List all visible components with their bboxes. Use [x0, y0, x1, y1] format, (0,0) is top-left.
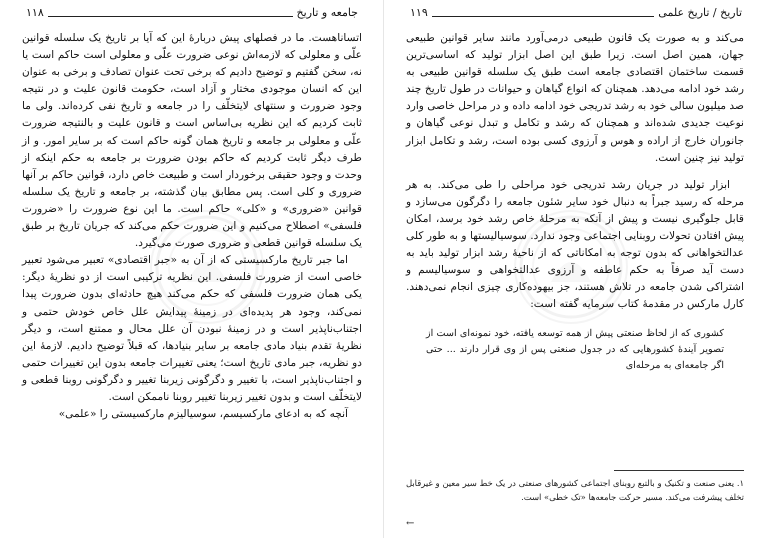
page-number: ۱۱۹	[406, 6, 432, 19]
right-page	[384, 0, 768, 538]
running-head	[406, 6, 746, 24]
running-head	[22, 6, 362, 24]
paragraph: آنچه که به ادعای مارکسیسم، سوسیالیزم مارکسیستی را «علمی»	[58, 408, 348, 421]
page-body	[22, 30, 362, 423]
continuation-arrow-icon: ←	[406, 518, 415, 529]
paragraph: اما جبر تاریخ مارکسیستی که از آن به «جبر اقتصادی» تعبیر می‌شود تعبیر خاصی است از ضرورت فلسفی. این نظریه ترکیبی است از دو نظریهٔ دیگر: یکی همان ضرورت فلسفی که حکم می‌کند هیچ حادثه‌ای بدون ضرورت پیدا نمی‌کند، وجود هر پدیده‌ای در زمینهٔ پیدایش علل خاص خودش حتمی و اجتناب‌ناپذیر است و در زمینهٔ نبودن آن علل محال و ممتنع است، و دیگر نظریهٔ تقدم بنیاد مادی جامعه بر سایر بنیادها، که قبلاً توضیح دادیم. لازمهٔ این دو نظریه، جبر مادی تاریخ است؛ یعنی تغییرات جامعه بدون این تغییرات حتمی و اجتناب‌ناپذیر است، با تغییر و دگرگونی زیربنا تغییر و دگرگونی روبنا قطعی و لایتخلّف است و بدون تغییر زیربنا تغییر روبنا ناممکن است.	[22, 254, 362, 403]
footnote: ۱. یعنی صنعت و تکنیک و بالتبع روبنای اجتماعی کشورهای صنعتی در یک خط سیر معین و غیرقابل تخلف پیشرفت می‌کند. مسیر حرکت جامعه‌ها «تک خطی» است.	[406, 478, 744, 502]
paragraph: می‌کند و به صورت یک قانون طبیعی درمی‌آورد مانند سایر قوانین طبیعی جهان، همین اصل است. زیرا طبق این اصل ابزار تولید که اساسی‌ترین قسمت ساختمان اقتصادی جامعه است طبق یک سلسله قوانین طبیعی به رشد خود ادامه می‌دهد. همچنان که انواع گیاهان و حیوانات در طول تاریخ چند صد میلیون سالی خود به رشد تدریجی خود ادامه داده و در مراحل خاصی وارد نوعیت جدیدی شده‌اند و همچنان که رشد و تکامل و تبدل نوعی گیاهان و جانوران خارج از اراده و هوس و آرزوی کسی بوده است، رشد و تکامل ابزار تولید نیز چنین است.	[406, 32, 744, 164]
running-title: تاریخ / تاریخ علمی	[654, 6, 746, 19]
page-number: ۱۱۸	[22, 6, 48, 19]
page-body	[406, 30, 744, 374]
footnote-rule	[614, 470, 744, 471]
running-title: جامعه و تاریخ	[293, 6, 362, 19]
block-quote: کشوری که از لحاظ صنعتی پیش از همه توسعه یافته، خود نمونه‌ای است از تصویر آیندهٔ کشورهایی که در جدول صنعتی پس از وی قرار دارند ... حتی اگر جامعه‌ای به مرحله‌ای	[426, 327, 724, 371]
paragraph: ابزار تولید در جریان رشد تدریجی خود مراحلی را طی می‌کند. به هر مرحله که رسید جبراً به دنبال خود سایر شئون جامعه را دگرگون می‌سازد و قابل جلوگیری نیست و پیش از آنکه به مرحلهٔ خاص رشد خود برسد، امکان پیش افتادن تحولات روبنایی اجتماعی وجود ندارد. سوسیالیستها و به طور کلی عدالتخواهانی که بدون توجه به امکاناتی که از ناحیهٔ رشد ابزار تولید باید به دست آید صرفاً به حکم عاطفه و آرزوی عدالتخواهی و سوسیالیسم و اشتراکی شدن جامعه در تلاش هستند، جز بیهوده‌کاری چیزی انجام نمی‌دهند. کارل مارکس در مقدمهٔ کتاب سرمایه گفته است:	[406, 178, 744, 311]
paragraph: اتساناهست. ما در فصلهای پیش دربارهٔ این که آیا بر تاریخ یک سلسله قوانین علّی و معلولی که لازمه‌اش نوعی ضرورت علّی و معلولی است حاکم است یا نه، سخن گفتیم و توضیح دادیم که برخی تحت عنوان تصادف و برخی به عنوان این که انسان موجودی مختار و آزاد است، حکومت قانون علیت و در نتیجه وجود ضرورت و سنتهای لایتخلّف را در جامعه و تاریخ نفی کرده‌اند. ولی ما ثابت کردیم که این نظریه بی‌اساس است و قانون علیت و بالنتیجه ضرورت علّی و معلولی بر جامعه و تاریخ همان گونه حاکم است که بر سایر امور. و از طرف دیگر ثابت کردیم که حاکم بودن ضرورت بر جامعه به حکم اینکه از وحدت و وجود حقیقی برخوردار است و طبیعت خاص دارد، قوانین حاکم بر آنها ضروری و کلی است. پس مطابق بیان گذشته، بر جامعه و تاریخ یک سلسله قوانین «ضروری» و «کلی» حاکم است. ما این نوع ضرورت را «ضرورت فلسفی» اصطلاح می‌کنیم و این ضرورت حکم می‌کند که جریان تاریخ بر طبق یک سلسله قوانین قطعی و ضروری صورت می‌گیرد.	[22, 32, 362, 250]
